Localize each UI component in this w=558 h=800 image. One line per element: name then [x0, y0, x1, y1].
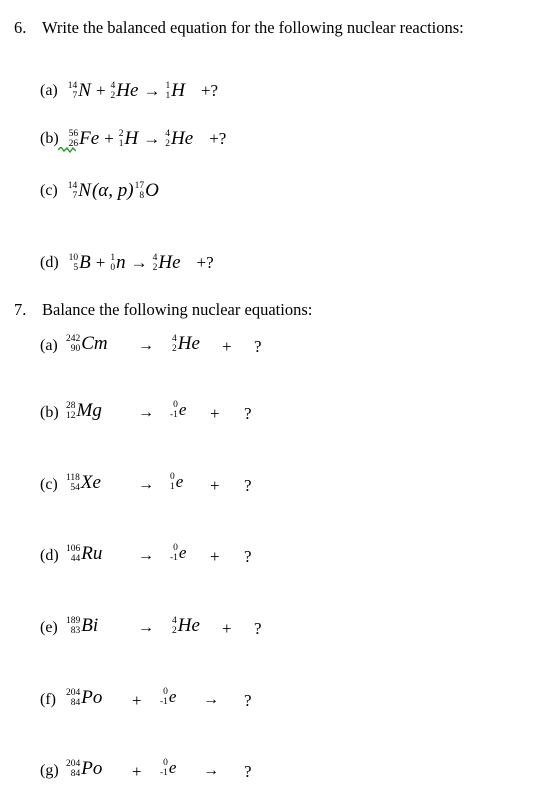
- reaction-label: (a): [40, 82, 58, 99]
- product-nuclide-mass-number: 4: [172, 334, 177, 344]
- reactant-nuclide-mass-number: 204: [66, 688, 81, 698]
- reaction-operator: →: [143, 129, 161, 148]
- nuclide-numbers: [68, 81, 78, 101]
- reactant-nuclide-symbol: Po: [81, 687, 103, 708]
- product-nuclide-numbers: [170, 472, 175, 492]
- nuclide-mass-number: 56: [68, 129, 79, 139]
- equation-arrow: →: [138, 337, 154, 354]
- product-nuclide-numbers: [172, 616, 177, 636]
- equation-label: (e): [40, 619, 58, 636]
- reactant-nuclide-atomic-number: 44: [70, 554, 81, 564]
- product-nuclide-symbol: e: [168, 687, 177, 706]
- reaction-row: [40, 180, 159, 202]
- reaction-operator: +?: [196, 253, 214, 272]
- product-nuclide-symbol: e: [178, 543, 187, 562]
- nuclide-atomic-number: 1: [118, 139, 124, 149]
- product-nuclide-mass-number: 0: [170, 472, 175, 482]
- unknown-product: ?: [244, 691, 252, 710]
- reactant-nuclide-symbol: Mg: [76, 400, 102, 421]
- nuclide: [135, 180, 159, 202]
- nuclide-atomic-number: 26: [68, 139, 79, 149]
- nuclide: [165, 80, 184, 102]
- question-6-header: [14, 18, 464, 38]
- equation-label: (f): [40, 691, 56, 708]
- equation-arrow: →: [138, 547, 154, 564]
- nuclide-mass-number: 17: [134, 181, 145, 191]
- nuclide-symbol: n: [116, 252, 126, 273]
- nuclide: [119, 128, 138, 150]
- reactant-nuclide-symbol: Ru: [81, 543, 103, 564]
- nuclide-symbol: N: [78, 180, 91, 201]
- reaction-label: (d): [40, 254, 59, 271]
- reactant-nuclide-numbers: [66, 334, 80, 354]
- nuclide-mass-number: 1: [110, 253, 116, 263]
- nuclide-symbol: H: [124, 128, 139, 149]
- reactant-nuclide-numbers: [66, 616, 80, 636]
- nuclide-atomic-number: 8: [139, 191, 145, 201]
- nuclide-atomic-number: 2: [110, 91, 116, 101]
- equation-arrow: →: [138, 404, 154, 421]
- product-nuclide-atomic-number: 1: [170, 482, 175, 492]
- reactant-nuclide-symbol: Bi: [81, 615, 99, 636]
- product-nuclide: [170, 543, 186, 563]
- equation-plus: +: [222, 619, 232, 638]
- product-nuclide-atomic-number: 2: [172, 626, 177, 636]
- product-nuclide-numbers: [170, 400, 178, 420]
- nuclide-mass-number: 4: [152, 253, 158, 263]
- nuclide-numbers: [69, 129, 79, 149]
- equation-arrow: →: [138, 476, 154, 493]
- reaction-row: [40, 80, 223, 102]
- nuclide-symbol: He: [158, 252, 181, 273]
- reactant-nuclide-atomic-number: 83: [70, 626, 81, 636]
- equation-arrow: →: [138, 619, 154, 636]
- reactant-nuclide-symbol: Xe: [80, 472, 101, 493]
- question-7-text: Balance the following nuclear equations:: [42, 300, 313, 319]
- nuclide-mass-number: 10: [68, 253, 79, 263]
- reactant-nuclide-mass-number: 204: [66, 759, 81, 769]
- nuclide-symbol: H: [171, 80, 185, 101]
- reactant-nuclide: [66, 472, 101, 494]
- nuclide: [110, 252, 125, 274]
- reaction-label: (c): [40, 182, 58, 199]
- nuclide-symbol: N: [78, 80, 91, 101]
- nuclide: [165, 128, 193, 150]
- product-nuclide-mass-number: 0: [173, 543, 178, 553]
- equation-plus: +: [210, 547, 220, 566]
- nuclide-atomic-number: 2: [152, 263, 158, 273]
- nuclide-mass-number: 4: [165, 129, 171, 139]
- question-7-number: 7.: [14, 300, 27, 319]
- reactant-nuclide-mass-number: 28: [66, 401, 76, 411]
- product-nuclide: [170, 400, 186, 420]
- product-nuclide-symbol: He: [177, 615, 200, 636]
- product-nuclide: [172, 615, 200, 637]
- reaction-operator: +?: [209, 129, 227, 148]
- equation-plus: +: [132, 691, 142, 710]
- reactant-nuclide: [66, 400, 102, 422]
- product-nuclide-numbers: [160, 758, 168, 778]
- unknown-product: ?: [244, 404, 252, 423]
- nuclide-numbers: [110, 253, 115, 273]
- reactant-nuclide: [66, 615, 98, 637]
- nuclide-numbers: [68, 181, 78, 201]
- reactant-nuclide-numbers: [66, 688, 80, 708]
- equation-plus: +: [210, 476, 220, 495]
- nuclide-mass-number: 4: [110, 81, 116, 91]
- nuclide-numbers: [111, 81, 116, 101]
- equation-plus: +: [132, 762, 142, 781]
- nuclide-symbol: B: [79, 252, 91, 273]
- reactant-nuclide: [66, 758, 102, 780]
- reactant-nuclide-numbers: [66, 473, 80, 493]
- reaction-operator: →: [143, 81, 161, 100]
- nuclide-atomic-number: 7: [72, 191, 78, 201]
- reaction-label: (b): [40, 130, 59, 147]
- nuclide: [111, 80, 139, 102]
- nuclide-numbers: [69, 253, 79, 273]
- nuclide-atomic-number: 5: [73, 263, 79, 273]
- reactant-nuclide: [66, 543, 102, 565]
- nuclide-atomic-number: 7: [72, 91, 78, 101]
- equation-label: (b): [40, 404, 59, 421]
- reactant-nuclide-atomic-number: 12: [66, 411, 76, 421]
- reactant-nuclide-symbol: Cm: [81, 333, 108, 354]
- equation-label: (d): [40, 547, 59, 564]
- product-nuclide-symbol: He: [177, 333, 200, 354]
- equation-plus: +: [222, 337, 232, 356]
- reactant-nuclide-atomic-number: 84: [70, 698, 81, 708]
- nuclide: [69, 252, 91, 274]
- unknown-product: ?: [244, 762, 252, 781]
- product-nuclide: [172, 333, 200, 355]
- equation-arrow: →: [203, 691, 219, 708]
- product-nuclide-symbol: e: [178, 400, 187, 419]
- equation-label: (a): [40, 337, 58, 354]
- reactant-nuclide-numbers: [66, 401, 76, 421]
- question-6-number: 6.: [14, 18, 27, 37]
- product-nuclide: [170, 472, 183, 492]
- nuclide-mass-number: 2: [118, 129, 124, 139]
- reactant-nuclide-mass-number: 118: [66, 473, 80, 483]
- product-nuclide-numbers: [172, 334, 177, 354]
- unknown-product: ?: [254, 337, 262, 356]
- spellcheck-underline: [58, 147, 76, 153]
- equation-label: (c): [40, 476, 58, 493]
- reaction-operator: (α, p): [91, 180, 134, 201]
- product-nuclide-numbers: [160, 687, 168, 707]
- product-nuclide-symbol: e: [175, 472, 184, 491]
- reaction-operator: +: [95, 81, 106, 100]
- product-nuclide-mass-number: 0: [163, 687, 168, 697]
- nuclide: [68, 80, 91, 102]
- product-nuclide: [160, 687, 176, 707]
- equation-label: (g): [40, 762, 59, 779]
- product-nuclide-atomic-number: -1: [160, 697, 168, 707]
- product-nuclide-symbol: e: [168, 758, 177, 777]
- nuclide-symbol: He: [116, 80, 139, 101]
- nuclide-atomic-number: 0: [110, 263, 116, 273]
- nuclide-numbers: [135, 181, 145, 201]
- equation-arrow: →: [203, 762, 219, 779]
- nuclide-mass-number: 14: [67, 181, 78, 191]
- product-nuclide: [160, 758, 176, 778]
- nuclide-numbers: [119, 129, 124, 149]
- reactant-nuclide-mass-number: 242: [66, 334, 81, 344]
- nuclide-symbol: He: [171, 128, 194, 149]
- product-nuclide-mass-number: 0: [163, 758, 168, 768]
- reaction-row: [40, 252, 219, 274]
- reactant-nuclide-atomic-number: 84: [70, 769, 81, 779]
- product-nuclide-atomic-number: -1: [160, 768, 168, 778]
- nuclide-numbers: [165, 81, 170, 101]
- reactant-nuclide: [66, 333, 108, 355]
- reaction-operator: →: [130, 253, 148, 272]
- product-nuclide-atomic-number: -1: [170, 410, 178, 420]
- nuclide-symbol: Fe: [79, 128, 100, 149]
- unknown-product: ?: [254, 619, 262, 638]
- nuclide-symbol: O: [145, 180, 159, 201]
- product-nuclide-atomic-number: -1: [170, 553, 178, 563]
- product-nuclide-numbers: [170, 543, 178, 563]
- unknown-product: ?: [244, 547, 252, 566]
- product-nuclide-mass-number: 0: [173, 400, 178, 410]
- product-nuclide-mass-number: 4: [172, 616, 177, 626]
- reactant-nuclide: [66, 687, 102, 709]
- nuclide-atomic-number: 2: [165, 139, 171, 149]
- reaction-operator: +?: [200, 81, 219, 100]
- reactant-nuclide-numbers: [66, 759, 80, 779]
- reactant-nuclide-numbers: [66, 544, 80, 564]
- question-7-header: [14, 300, 312, 320]
- reaction-operator: +: [104, 129, 114, 148]
- question-6-text: Write the balanced equation for the following nuclear reactions:: [42, 18, 464, 37]
- equation-plus: +: [210, 404, 220, 423]
- nuclide-mass-number: 14: [67, 81, 78, 91]
- reactant-nuclide-mass-number: 106: [66, 544, 81, 554]
- reactant-nuclide-atomic-number: 54: [70, 483, 80, 493]
- reaction-operator: +: [95, 253, 106, 272]
- reactant-nuclide-symbol: Po: [81, 758, 103, 779]
- unknown-product: ?: [244, 476, 252, 495]
- nuclide-numbers: [165, 129, 170, 149]
- nuclide: [153, 252, 181, 274]
- reactant-nuclide-mass-number: 189: [66, 616, 81, 626]
- nuclide: [68, 180, 91, 202]
- product-nuclide-atomic-number: 2: [172, 344, 177, 354]
- nuclide-mass-number: 1: [165, 81, 171, 91]
- reactant-nuclide-atomic-number: 90: [70, 344, 81, 354]
- nuclide-numbers: [153, 253, 158, 273]
- nuclide-atomic-number: 1: [165, 91, 171, 101]
